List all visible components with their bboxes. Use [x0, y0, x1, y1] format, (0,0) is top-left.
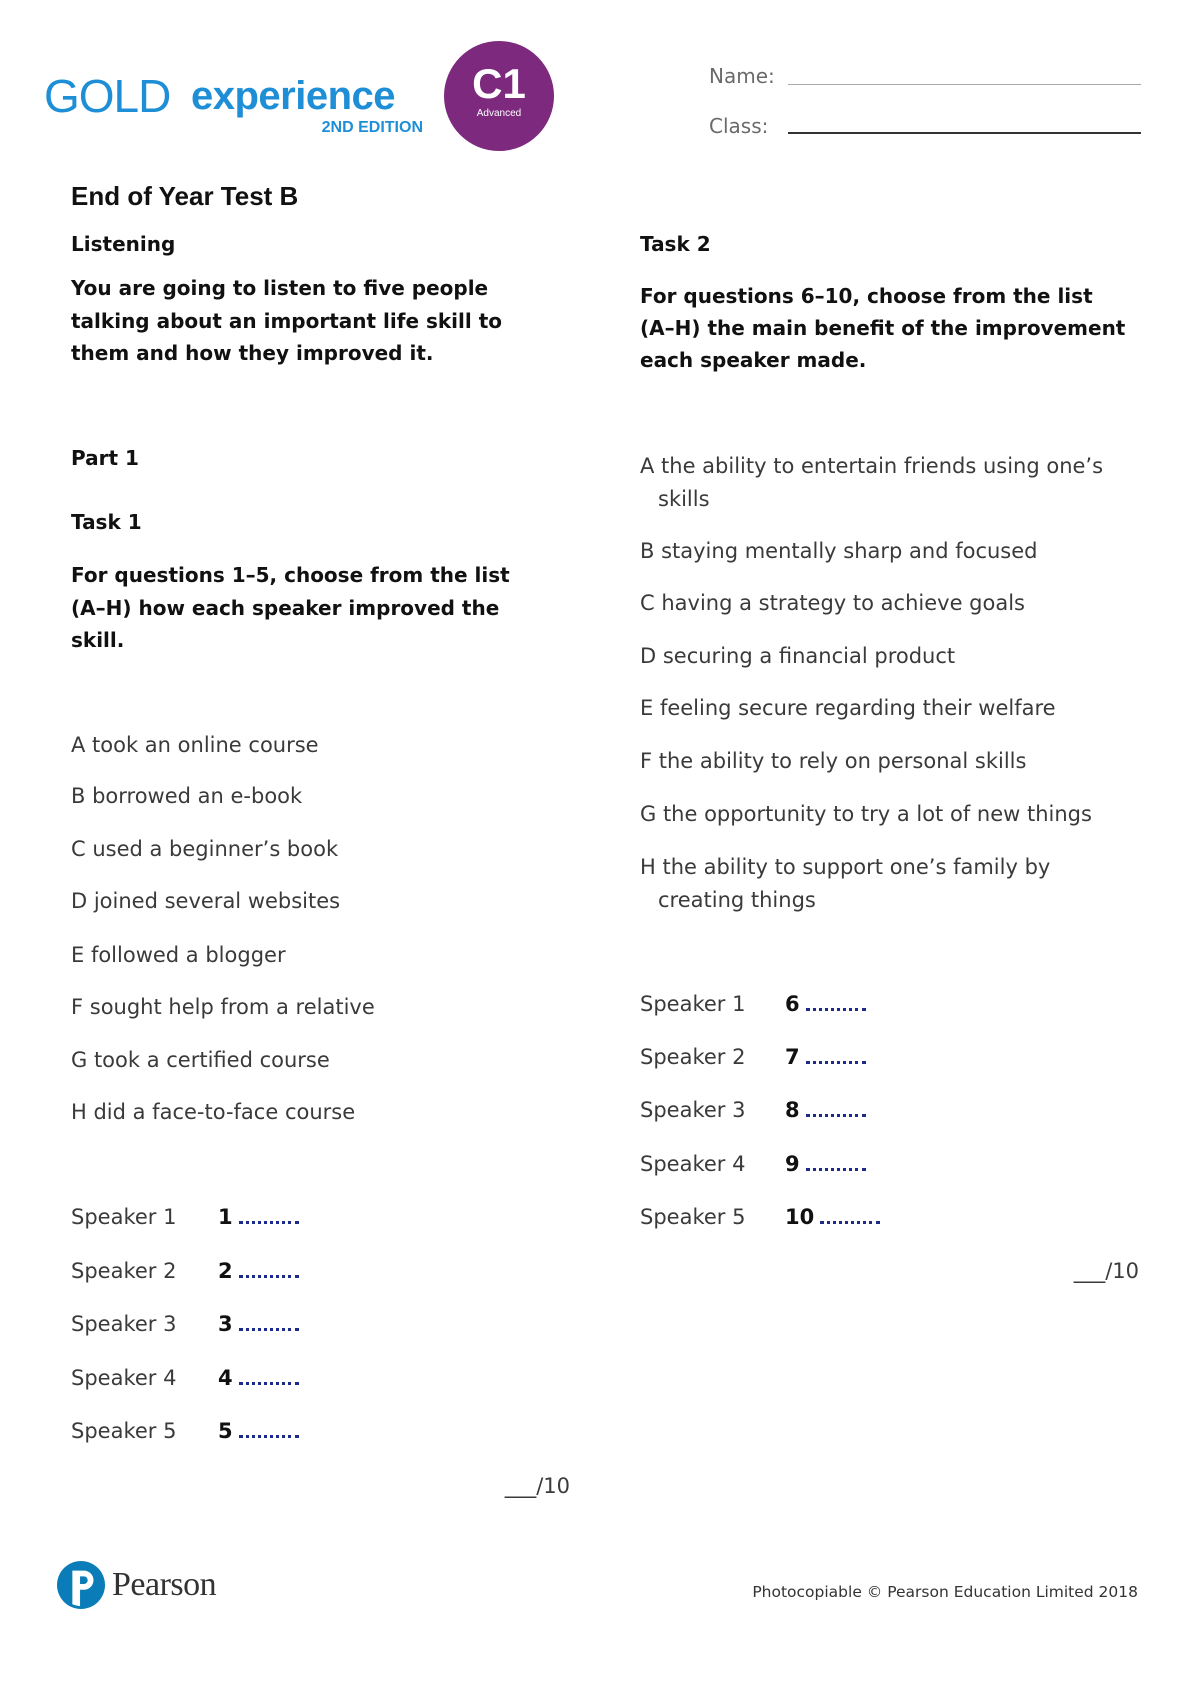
task2-option-a	[640, 450, 1103, 516]
task2-option-b	[640, 535, 1038, 568]
class-label: Class:	[709, 114, 769, 138]
answer-slot	[785, 1152, 866, 1176]
option-text: D joined several websites	[71, 889, 341, 913]
name-field[interactable]	[788, 84, 1141, 85]
task1-speaker-row	[71, 1259, 311, 1283]
speaker-label: Speaker 4	[71, 1366, 177, 1390]
option-text-continued: creating things	[658, 888, 816, 912]
level-code: C1	[472, 60, 526, 107]
option-text: F sought help from a relative	[71, 995, 375, 1019]
option-text: H the ability to support one’s family by	[640, 855, 1051, 879]
speaker-label: Speaker 4	[640, 1152, 746, 1176]
answer-slot	[785, 992, 866, 1016]
instruction-line: skill.	[71, 628, 125, 652]
task2-score[interactable]: ___/10	[1073, 1259, 1139, 1283]
speaker-label: Speaker 5	[71, 1419, 177, 1443]
intro-line: You are going to listen to five people	[71, 276, 489, 300]
task1-instructions	[71, 559, 510, 657]
instruction-line: For questions 1–5, choose from the list	[71, 563, 510, 587]
task2-speaker-row	[640, 1045, 900, 1069]
option-text: A the ability to entertain friends using one’s	[640, 454, 1104, 478]
answer-slot	[218, 1312, 299, 1336]
intro-paragraph	[71, 272, 502, 370]
logo-edition-text: 2ND EDITION	[321, 119, 423, 136]
task1-option-d	[71, 885, 340, 918]
option-text: B borrowed an e-book	[71, 784, 303, 808]
answer-blank[interactable]	[239, 1382, 299, 1385]
answer-slot	[218, 1366, 299, 1390]
task1-speaker-row	[71, 1205, 311, 1229]
intro-line: talking about an important life skill to	[71, 308, 503, 333]
task1-heading: Task 1	[71, 510, 142, 534]
option-text: G took a certified course	[71, 1048, 330, 1072]
speaker-label: Speaker 3	[640, 1098, 746, 1122]
task1-option-g	[71, 1044, 330, 1077]
option-text: C used a beginner’s book	[71, 837, 339, 861]
task1-speaker-row	[71, 1366, 311, 1390]
pearson-logo-icon	[57, 1561, 105, 1609]
task2-instructions	[640, 280, 1125, 376]
answer-blank[interactable]	[806, 1168, 866, 1171]
task1-option-e	[71, 939, 286, 972]
option-text: B staying mentally sharp and focused	[640, 539, 1038, 563]
level-badge	[444, 41, 554, 151]
instruction-line: For questions 6–10, choose from the list	[640, 284, 1093, 308]
task1-option-h	[71, 1096, 355, 1129]
task2-option-c	[640, 587, 1025, 620]
speaker-label: Speaker 2	[71, 1259, 177, 1283]
logo-experience-text: experience	[191, 74, 396, 118]
option-text: C having a strategy to achieve goals	[640, 591, 1025, 615]
option-text: F the ability to rely on personal skills	[640, 749, 1027, 773]
page-title: End of Year Test B	[71, 181, 299, 211]
answer-blank[interactable]	[820, 1221, 880, 1224]
task2-speaker-row	[640, 1205, 900, 1229]
question-number: 8	[785, 1098, 800, 1122]
speaker-label: Speaker 5	[640, 1205, 746, 1229]
class-field[interactable]	[788, 132, 1141, 134]
option-text: G the opportunity to try a lot of new things	[640, 802, 1092, 826]
task1-option-f	[71, 991, 375, 1024]
answer-slot	[785, 1098, 866, 1122]
task1-speaker-row	[71, 1419, 311, 1443]
task1-speaker-row	[71, 1312, 311, 1336]
option-text: H did a face-to-face course	[71, 1100, 356, 1124]
instruction-line: each speaker made.	[640, 348, 867, 372]
answer-blank[interactable]	[239, 1328, 299, 1331]
question-number: 1	[218, 1205, 233, 1229]
question-number: 6	[785, 992, 800, 1016]
question-number: 9	[785, 1152, 800, 1176]
answer-slot	[218, 1419, 299, 1443]
pearson-wordmark: Pearson	[112, 1566, 217, 1603]
pearson-p-icon	[57, 1561, 105, 1609]
level-name: Advanced	[476, 108, 522, 119]
logo-gold-text: GOLD	[44, 70, 171, 122]
speaker-label: Speaker 3	[71, 1312, 177, 1336]
answer-slot	[785, 1205, 880, 1229]
part-heading: Part 1	[71, 446, 139, 470]
question-number: 7	[785, 1045, 800, 1069]
task2-heading: Task 2	[640, 232, 711, 256]
question-number: 3	[218, 1312, 233, 1336]
answer-blank[interactable]	[806, 1008, 866, 1011]
speaker-label: Speaker 1	[71, 1205, 177, 1229]
question-number: 2	[218, 1259, 233, 1283]
instruction-line: (A–H) the main benefit of the improvement	[640, 316, 1126, 340]
answer-blank[interactable]	[806, 1114, 866, 1117]
option-text: D securing a financial product	[640, 644, 956, 668]
task1-option-a	[71, 729, 319, 762]
option-text-continued: skills	[658, 487, 710, 511]
task1-option-c	[71, 833, 338, 866]
speaker-label: Speaker 2	[640, 1045, 746, 1069]
instruction-line: (A–H) how each speaker improved the	[71, 595, 500, 620]
answer-blank[interactable]	[239, 1221, 299, 1224]
task2-option-h	[640, 851, 1050, 917]
intro-line: them and how they improved it.	[71, 341, 434, 365]
option-text: E feeling secure regarding their welfare	[640, 696, 1056, 720]
answer-slot	[218, 1205, 299, 1229]
option-text: A took an online course	[71, 733, 319, 757]
answer-blank[interactable]	[806, 1061, 866, 1064]
task2-option-f	[640, 745, 1026, 778]
question-number: 10	[785, 1205, 815, 1229]
answer-slot	[218, 1259, 299, 1283]
task2-speaker-row	[640, 1098, 900, 1122]
speaker-label: Speaker 1	[640, 992, 746, 1016]
question-number: 5	[218, 1419, 233, 1443]
task1-option-b	[71, 780, 302, 813]
answer-slot	[785, 1045, 866, 1069]
question-number: 4	[218, 1366, 233, 1390]
task1-score[interactable]: ___/10	[504, 1474, 570, 1498]
task2-option-g	[640, 798, 1092, 831]
option-text: E followed a blogger	[71, 943, 286, 967]
task2-speaker-row	[640, 1152, 900, 1176]
task2-speaker-row	[640, 992, 900, 1016]
task2-option-d	[640, 640, 955, 673]
copyright-notice: Photocopiable © Pearson Education Limited 2018	[752, 1583, 1138, 1601]
answer-blank[interactable]	[239, 1275, 299, 1278]
task2-option-e	[640, 692, 1056, 725]
section-heading: Listening	[71, 232, 176, 256]
answer-blank[interactable]	[239, 1435, 299, 1438]
name-label: Name:	[709, 64, 775, 88]
